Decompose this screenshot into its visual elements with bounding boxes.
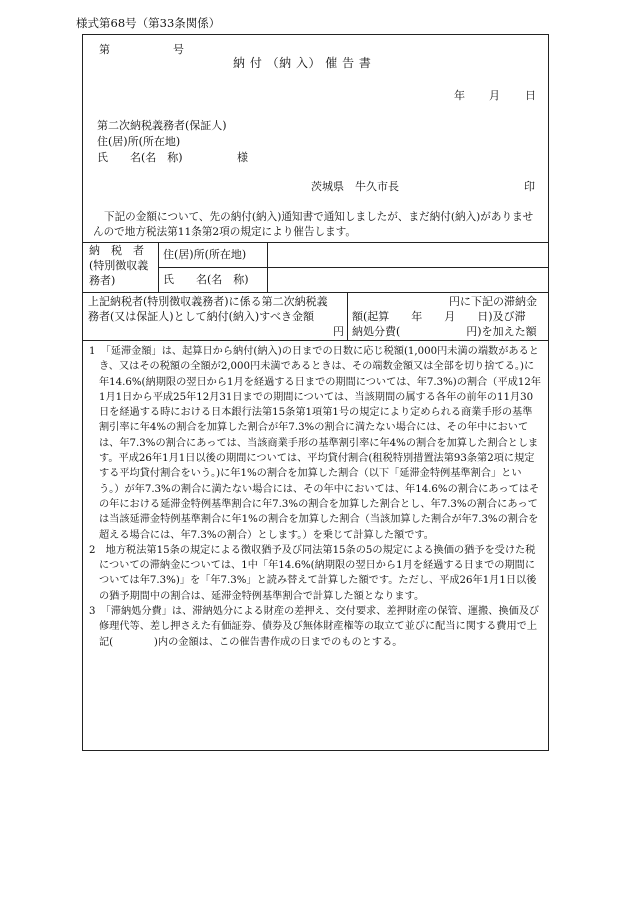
intro-text: 下記の金額について、先の納付(納入)通知書で通知しましたが、まだ納付(納入)がありませんので地方税法第11条第2項の規定により催告します。 xyxy=(93,211,534,238)
doc-number-suffix: 号 xyxy=(173,43,184,56)
disposition-cost: 納処分費( 円)を加えた額 xyxy=(352,325,537,338)
amount-yen: 円 xyxy=(333,325,344,338)
taxpayer-address-label: 住(居)所(所在地) xyxy=(163,248,247,261)
date-month: 月 xyxy=(489,89,500,102)
document-title: 納 付 （納 入） 催 告 書 xyxy=(233,56,372,70)
taxpayer-name-label: 氏 名(名 称) xyxy=(163,273,249,286)
form-number: 様式第68号（第33条関係） xyxy=(76,16,221,30)
taxpayer-label: 納 税 者 xyxy=(89,244,144,257)
amount-description: 上記納税者(特別徴収義務者)に係る第二次納税義 xyxy=(88,295,328,308)
note-1: 1 「延滞金額」は、起算日から納付(納入)の日までの日数に応じ税額(1,000円未満の端数があるとき、又はその税額の全額が2,000円未満であるときは、その端数金額又は全部を切り捨てる。)に年14.6%(納期限の翌日から1月を経過する日までの期間については、年7.3%)の割合（平成12年1月1日から平成25年12月31日までの期間については、当該期間の属する各年の前年の11月30日を経過する時における日本銀行法第15条第1項第1号の規定により定められる商業手形の基準割引率に年4%の割合を加算した割合が年7.3%の割合に満たない場合には、その年中においては、年7.3%の割合にあっては、当該商業手形の基準割引率に年4%の割合を加算した割合とします。平成26年1月1日以後の期間については、平均貸付割合(租税特別措置法第93条第2項に規定する平均貸付割合をいう。)に年1%の割合を加算した割合（以下「延滞金特例基準割合」という。）が年7.3%の割合に満たない場合には、その年中においては、年14.6%の割合にあってはその年における延滞金特例基準割合に年7.3%の割合を加算した割合とし、年7.3%の割合にあっては当該延滞金特例基準割合に年1%の割合を加算した割合（当該加算した割合が年7.3%の割合を超える場合には、年7.3%の割合）とします。）を乗じて計算した額です。 xyxy=(89,346,541,541)
date-day: 日 xyxy=(525,89,536,102)
note-3: 3 「滞納処分費」は、滞納処分による財産の差押え、交付要求、差押財産の保管、運搬、換価及び修理代等、差し押さえた有価証券、債券及び無体財産権等の取立て並びに配当に関する費用で上記( )内の金額は、この催告書作成の日までのものとする。 xyxy=(89,606,540,648)
date-year: 年 xyxy=(454,89,465,102)
doc-number-label: 第 xyxy=(99,43,110,56)
recipient-title: 第二次納税義務者(保証人) xyxy=(97,119,227,132)
seal-mark: 印 xyxy=(524,180,535,193)
recipient-name-label: 氏 名(名 称) xyxy=(97,151,183,164)
note-2: 2 地方税法第15条の規定による徴収猶予及び同法第15条の5の規定による換価の猶予を受けた税についての滞納金については、1中「年14.6%(納期限の翌日から1月を経過する日までの期間については年7.3%)」を「年7.3%」と読み替えて計算した額です。ただし、平成26年1月1日以後の猶予期間中の割合は、延滞金特例基準割合で計算した額となります。 xyxy=(89,544,537,602)
taxpayer-label-sub2: 務者) xyxy=(89,274,116,287)
sender-name: 茨城県 牛久市長 xyxy=(311,180,399,193)
notes-section xyxy=(89,344,541,650)
amount-description-line2: 務者(又は保証人)として納付(納入)すべき金額 xyxy=(88,310,314,323)
taxpayer-label-sub: (特別徴収義 xyxy=(89,259,149,272)
notice-form xyxy=(82,34,549,751)
recipient-address-label: 住(居)所(所在地) xyxy=(97,135,181,148)
start-date-field: 額(起算 年 月 日)及び滞 xyxy=(352,310,526,323)
honorific: 様 xyxy=(237,151,248,164)
delinquent-amount: 円に下記の滞納金 xyxy=(449,295,537,308)
